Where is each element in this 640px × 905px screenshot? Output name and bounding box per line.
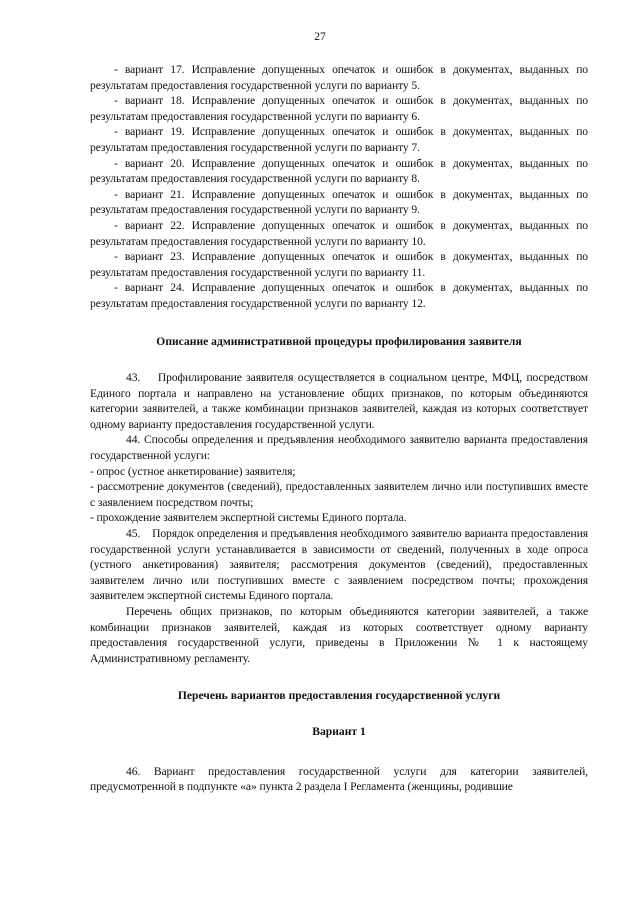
paragraph-45: 45. Порядок определения и предъявления необходимого заявителю варианта предоставления государственной услуги устанавливается в зависимости от сведений, полученных в ходе опроса (устного анкетирования) заявителя; рассмотрения документов (сведений), предоставленных заявителем лично или поступивших вместе с заявлением посредством почты; прохождения заявителем экспертной системы Единого портала. (90, 527, 588, 603)
variant-item: - вариант 23. Исправление допущенных опечаток и ошибок в документах, выданных по результатам предоставления государственной услуги по варианту 11. (90, 250, 588, 279)
variant-item: - вариант 18. Исправление допущенных опечаток и ошибок в документах, выданных по результатам предоставления государственной услуги по варианту 6. (90, 94, 588, 123)
document-body (90, 62, 588, 795)
paragraph-46: 46. Вариант предоставления государственной услуги для категории заявителей, предусмотренной в подпункте «а» пункта 2 раздела I Регламента (женщины, родившие (90, 764, 588, 794)
page-number: 27 (314, 31, 326, 43)
paragraph-43: 43. Профилирование заявителя осуществляется в социальном центре, МФЦ, посредством Единого портала и направлено на установление общих признаков, по которым объединяются категории заявителей, а также комбинации признаков заявителей, каждая из которых соответствует одному варианту предоставления государственной услуги. (90, 371, 588, 431)
variants-heading: Перечень вариантов предоставления государственной услуги (177, 689, 501, 703)
paragraph-44: 44. Способы определения и предъявления необходимого заявителю варианта предоставления государственной услуги: (90, 433, 588, 463)
variant-item: - вариант 21. Исправление допущенных опечаток и ошибок в документах, выданных по результатам предоставления государственной услуги по варианту 9. (90, 187, 588, 217)
variant-list (90, 62, 588, 312)
bullet-expert-system: - прохождение заявителем экспертной системы Единого портала. (90, 511, 407, 525)
variant-item: - вариант 19. Исправление допущенных опечаток и ошибок в документах, выданных по результатам предоставления государственной услуги по варианту 7. (90, 125, 588, 154)
variant-item: - вариант 20. Исправление допущенных опечаток и ошибок в документах, выданных по результатам предоставления государственной услуги по варианту 8. (90, 156, 588, 186)
variant-item: - вариант 24. Исправление допущенных опечаток и ошибок в документах, выданных по результатам предоставления государственной услуги по варианту 12. (90, 281, 588, 310)
variant-item: - вариант 22. Исправление допущенных опечаток и ошибок в документах, выданных по результатам предоставления государственной услуги по варианту 10. (90, 218, 588, 248)
profiling-heading: Описание административной процедуры профилирования заявителя (156, 334, 522, 348)
bullet-documents: - рассмотрение документов (сведений), предоставленных заявителем лично или поступивших вместе с заявлением посредством почты; (90, 480, 588, 509)
variant-1-heading: Вариант 1 (312, 724, 366, 738)
variant-item: - вариант 17. Исправление допущенных опечаток и ошибок в документах, выданных по результатам предоставления государственной услуги по варианту 5. (90, 63, 588, 92)
bullet-survey: - опрос (устное анкетирование) заявителя; (90, 464, 296, 478)
paragraph-criteria-list: Перечень общих признаков, по которым объединяются категории заявителей, а также комбинации признаков заявителей, каждая из которых соответствует одному варианту предоставления государственной услуги, приведены в Приложении № 1 к настоящему Административному регламенту. (90, 605, 588, 665)
